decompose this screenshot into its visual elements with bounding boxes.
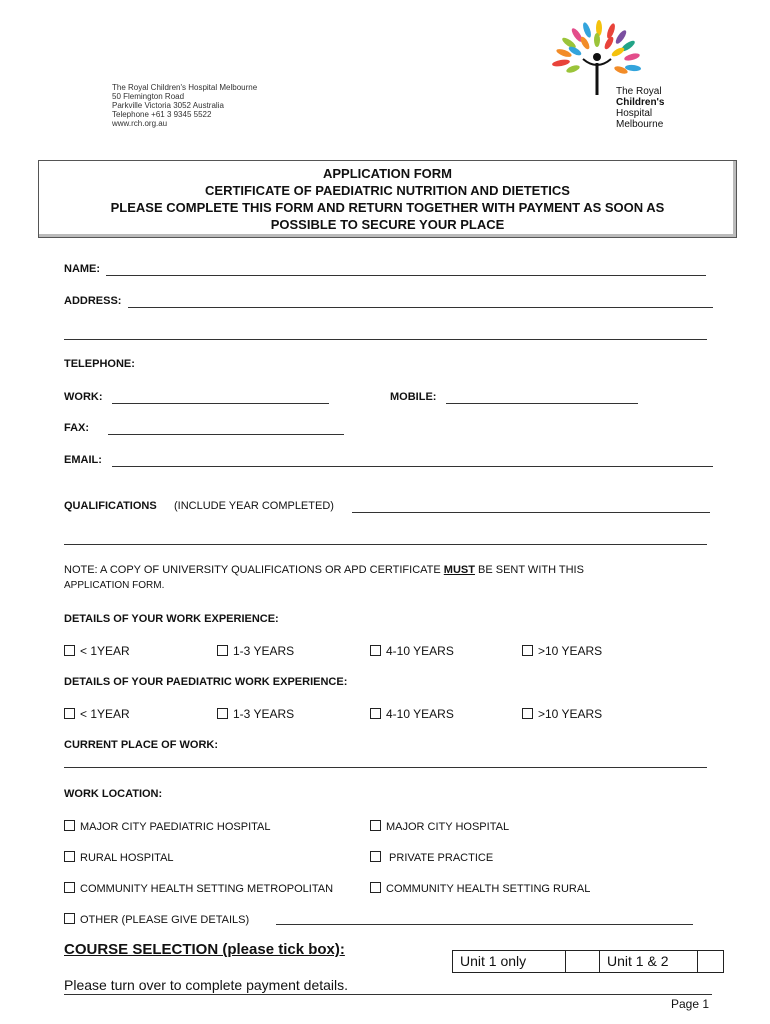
paed-option-gt10[interactable] (522, 707, 602, 721)
option-label: >10 YEARS (538, 644, 603, 658)
mobile-field[interactable] (446, 403, 638, 404)
exp-option-1-3[interactable] (217, 644, 294, 658)
loc-rural[interactable] (64, 850, 174, 864)
note-text (64, 564, 584, 576)
title-line: CERTIFICATE OF PAEDIATRIC NUTRITION AND DIETETICS (205, 183, 570, 198)
course-selection-table (452, 950, 724, 973)
work-experience-heading: DETAILS OF YOUR WORK EXPERIENCE: (64, 613, 279, 625)
checkbox-icon[interactable] (370, 708, 381, 719)
rch-brand-name (616, 86, 665, 130)
option-label: COMMUNITY HEALTH SETTING METROPOLITAN (80, 883, 334, 895)
checkbox-icon[interactable] (522, 645, 533, 656)
unit1-checkbox[interactable] (566, 951, 600, 972)
exp-option-gt10[interactable] (522, 644, 602, 658)
option-label: RURAL HOSPITAL (80, 852, 174, 864)
qualifications-note: (INCLUDE YEAR COMPLETED) (174, 500, 334, 512)
unit12-checkbox[interactable] (698, 951, 723, 972)
loc-major-city[interactable] (370, 819, 509, 833)
address-field[interactable] (128, 307, 713, 308)
option-label: 4-10 YEARS (386, 644, 454, 658)
fax-label: FAX: (64, 422, 90, 434)
name-label: NAME: (64, 263, 101, 275)
loc-private[interactable] (370, 850, 493, 864)
checkbox-icon[interactable] (217, 708, 228, 719)
checkbox-icon[interactable] (522, 708, 533, 719)
exp-option-lt1[interactable] (64, 644, 130, 658)
address-label: ADDRESS: (64, 295, 122, 307)
option-label: OTHER (PLEASE GIVE DETAILS) (80, 914, 250, 926)
address-line: Parkville Victoria 3052 Australia (112, 101, 224, 110)
work-location-heading: WORK LOCATION: (64, 788, 163, 800)
note-part1: NOTE: A COPY OF UNIVERSITY QUALIFICATIONS OR APD CERTIFICATE (64, 564, 444, 576)
address-line: www.rch.org.au (112, 119, 168, 128)
title-line: PLEASE COMPLETE THIS FORM AND RETURN TOGETHER WITH PAYMENT AS SOON AS (110, 200, 665, 215)
option-label: < 1YEAR (80, 644, 130, 658)
form-title (39, 161, 736, 233)
address-line: Telephone +61 3 9345 5522 (112, 110, 212, 119)
checkbox-icon[interactable] (370, 851, 381, 862)
unit12-label: Unit 1 & 2 (600, 951, 698, 972)
loc-community-metro[interactable] (64, 881, 333, 895)
mobile-label: MOBILE: (390, 391, 437, 403)
address-field-line2[interactable] (64, 339, 707, 340)
checkbox-icon[interactable] (370, 882, 381, 893)
paed-experience-heading: DETAILS OF YOUR PAEDIATRIC WORK EXPERIENCE: (64, 676, 348, 688)
option-label: MAJOR CITY PAEDIATRIC HOSPITAL (80, 821, 271, 833)
exp-option-4-10[interactable] (370, 644, 454, 658)
course-selection-heading: COURSE SELECTION (please tick box): (64, 941, 345, 958)
option-label: < 1YEAR (80, 707, 130, 721)
option-label: MAJOR CITY HOSPITAL (386, 821, 510, 833)
option-label: PRIVATE PRACTICE (386, 852, 494, 864)
footer-divider (64, 994, 712, 995)
checkbox-icon[interactable] (64, 645, 75, 656)
work-phone-field[interactable] (112, 403, 329, 404)
option-label: 4-10 YEARS (386, 707, 454, 721)
checkbox-icon[interactable] (64, 851, 75, 862)
checkbox-icon[interactable] (217, 645, 228, 656)
note-line2: APPLICATION FORM. (64, 580, 165, 591)
checkbox-icon[interactable] (64, 820, 75, 831)
fax-field[interactable] (108, 434, 344, 435)
unit1-label: Unit 1 only (453, 951, 566, 972)
option-label: 1-3 YEARS (233, 644, 295, 658)
page-number: Page 1 (671, 997, 710, 1011)
current-place-label: CURRENT PLACE OF WORK: (64, 739, 218, 751)
telephone-label: TELEPHONE: (64, 358, 135, 370)
checkbox-icon[interactable] (64, 708, 75, 719)
name-field[interactable] (106, 275, 706, 276)
option-label: >10 YEARS (538, 707, 603, 721)
brand-line: Children's (616, 97, 665, 108)
checkbox-icon[interactable] (370, 820, 381, 831)
paed-option-1-3[interactable] (217, 707, 294, 721)
address-line: The Royal Children's Hospital Melbourne (112, 83, 258, 92)
email-label: EMAIL: (64, 454, 102, 466)
paed-option-lt1[interactable] (64, 707, 130, 721)
hospital-address (112, 83, 257, 128)
option-label: 1-3 YEARS (233, 707, 295, 721)
paed-option-4-10[interactable] (370, 707, 454, 721)
loc-other[interactable] (64, 912, 249, 926)
checkbox-icon[interactable] (64, 913, 75, 924)
note-must: MUST (443, 564, 475, 576)
qualifications-field-line2[interactable] (64, 544, 707, 545)
title-line: APPLICATION FORM (322, 166, 453, 181)
loc-major-paed[interactable] (64, 819, 271, 833)
checkbox-icon[interactable] (370, 645, 381, 656)
checkbox-icon[interactable] (64, 882, 75, 893)
qualifications-label: QUALIFICATIONS (64, 500, 157, 512)
address-line: 50 Flemington Road (112, 92, 185, 101)
option-label: COMMUNITY HEALTH SETTING RURAL (386, 883, 591, 895)
turn-over-text: Please turn over to complete payment details. (64, 977, 349, 993)
form-title-box (38, 160, 737, 238)
work-phone-label: WORK: (64, 391, 103, 403)
brand-line: Melbourne (616, 119, 664, 130)
current-place-field[interactable] (64, 767, 707, 768)
note-part2: BE SENT WITH THIS (474, 564, 584, 576)
title-line: POSSIBLE TO SECURE YOUR PLACE (270, 217, 505, 232)
other-details-field[interactable] (276, 924, 693, 925)
email-field[interactable] (112, 466, 713, 467)
qualifications-field[interactable] (352, 512, 710, 513)
loc-community-rural[interactable] (370, 881, 590, 895)
brand-line: The Royal (616, 86, 662, 97)
brand-line: Hospital (616, 108, 653, 119)
